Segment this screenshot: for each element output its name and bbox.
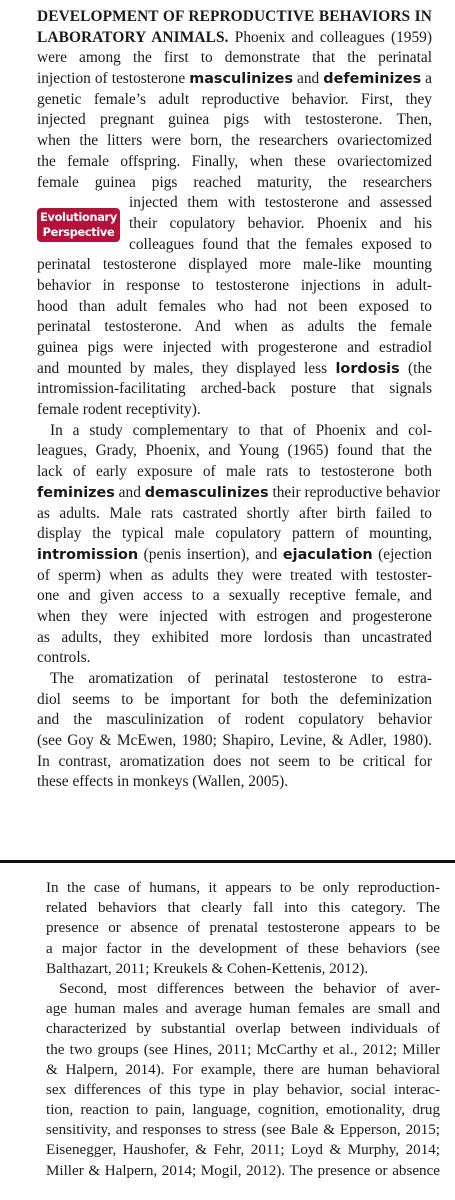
text-line: controls. [37,649,91,667]
text-line: when they were injected with estrogen and progesterone [37,607,432,625]
keyword: masculinizes [189,71,294,88]
text-line: characterized by substantial overlap between individuals of [46,1021,440,1038]
text-line: as adults, they exhibited more lordosis than uncastrated [37,628,432,646]
text-line: LABORATORY ANIMALS. Phoenix and colleagues (1959) [37,28,432,46]
text-line: lack of early exposure of male rats to testosterone both [37,463,432,481]
text-line: the two groups (see Hines, 2011; McCarthy et al., 2012; Miller [46,1041,440,1058]
text-line: Balthazart, 2011; Kreukels & Cohen-Kettenis, 2012). [46,960,369,977]
text-line: a major factor in the development of these behaviors (see [46,940,440,957]
text-line: age human males and average human females are small and [46,1001,440,1018]
text-line: were among the first to demonstrate that the perinatal [37,49,432,67]
paragraph-start-line: Second, most differences between the behavior of aver- [59,980,440,997]
text-line: Miller & Halpern, 2014; Mogil, 2012). The presence or absence [46,1162,440,1179]
text-line: as adults. Male rats castrated shortly after birth failed to [37,504,432,522]
text-line: and the masculinization of rodent copulatory behavior [37,711,432,729]
keyword: feminizes [37,484,115,501]
text-line: perinatal testosterone. And when as adults the female [37,318,432,336]
text-line: one and given access to a sexually receptive female, and [37,587,432,605]
text-line: sensitivity, and responses to stress (see Bale & Epperson, 2015; [46,1122,440,1139]
paragraph-start-line: In a study complementary to that of Phoenix and col- [50,421,432,439]
text-line: of sperm) when as adults they were treated with testoster- [37,566,432,584]
text-line: injected them with testosterone and assessed [129,194,432,212]
text-line: tion, reaction to pain, language, cognition, emotionality, drug [46,1102,440,1119]
text-line: presence or absence of prenatal testosterone appears to be [46,920,440,937]
text-line: hood than adult females who had not been exposed to [37,297,432,315]
paragraph-start-line: The aromatization of perinatal testosterone to estra- [50,670,432,687]
text-line: colleagues found that the females exposed to [129,235,432,253]
text-line: & Halpern, 2014). For example, there are human behavioral [46,1061,440,1078]
top-text-block [37,7,440,793]
page-divider [0,860,455,863]
badge-line-2: Perspective [42,226,115,239]
text-line: these effects in monkeys (Wallen, 2005). [37,773,289,791]
text-line: when the litters were born, the researchers ovariectomized [37,132,432,150]
text-line: perinatal testosterone displayed more male-like mounting [37,256,432,274]
page-break-gap [0,808,455,860]
text-line: related behaviors that clearly fall into this category. The [46,900,440,917]
text-line: display the typical male copulatory pattern of mounting, [37,525,432,543]
text-line: guinea pigs were injected with progesterone and estradiol [37,339,432,356]
text-line: Eisenegger, Haushofer, & Fehr, 2011; Loyd & Murphy, 2014; [46,1142,440,1159]
text-line: intromission (penis insertion), and ejaculation (ejection [37,545,433,563]
text-line: and mounted by males, they displayed less lordosis (the [37,359,432,377]
text-line: injected pregnant guinea pigs with testosterone. Then, [37,111,432,129]
text-line: leagues, Grady, Phoenix, and Young (1965) found that the [37,442,432,460]
text-line: female guinea pigs reached maturity, the researchers [37,173,432,191]
keyword: intromission [37,546,139,563]
text-line: their copulatory behavior. Phoenix and his [129,214,432,232]
text-line: sex differences of this type in play behavior, social interac- [46,1081,440,1098]
section-heading-line-1: DEVELOPMENT OF REPRODUCTIVE BEHAVIORS IN [37,8,432,25]
text-line: behavior in response to testosterone injections in adult- [37,276,432,294]
section-heading-line-2: LABORATORY ANIMALS. [37,28,229,46]
text-line: feminizes and demasculinizes their reproductive behavior [37,483,440,501]
text-line: genetic female’s adult reproductive behavior. First, they [37,90,432,108]
evolutionary-perspective-badge [37,208,120,242]
text-line: intromission-facilitating arched-back posture that signals [37,380,432,398]
text-line: diol seems to be important for both the defeminization [37,690,432,708]
bottom-text-block [46,878,440,1181]
text-line: the female offspring. Finally, when these ovariectomized [37,152,432,170]
keyword: demasculinizes [144,484,269,501]
text-line: injection of testosterone masculinizes and defeminizes a [37,70,432,88]
text-line: In the case of humans, it appears to be only reproduction- [46,880,440,896]
keyword: ejaculation [282,546,373,563]
keyword: lordosis [335,360,400,377]
text-line: In contrast, aromatization does not seem to be critical for [37,752,432,770]
badge-line-1: Evolutionary [40,211,117,224]
text-line: female rodent receptivity). [37,401,201,419]
text-line: (see Goy & McEwen, 1980; Shapiro, Levine, & Adler, 1980). [37,732,432,750]
keyword: defeminizes [323,71,422,88]
